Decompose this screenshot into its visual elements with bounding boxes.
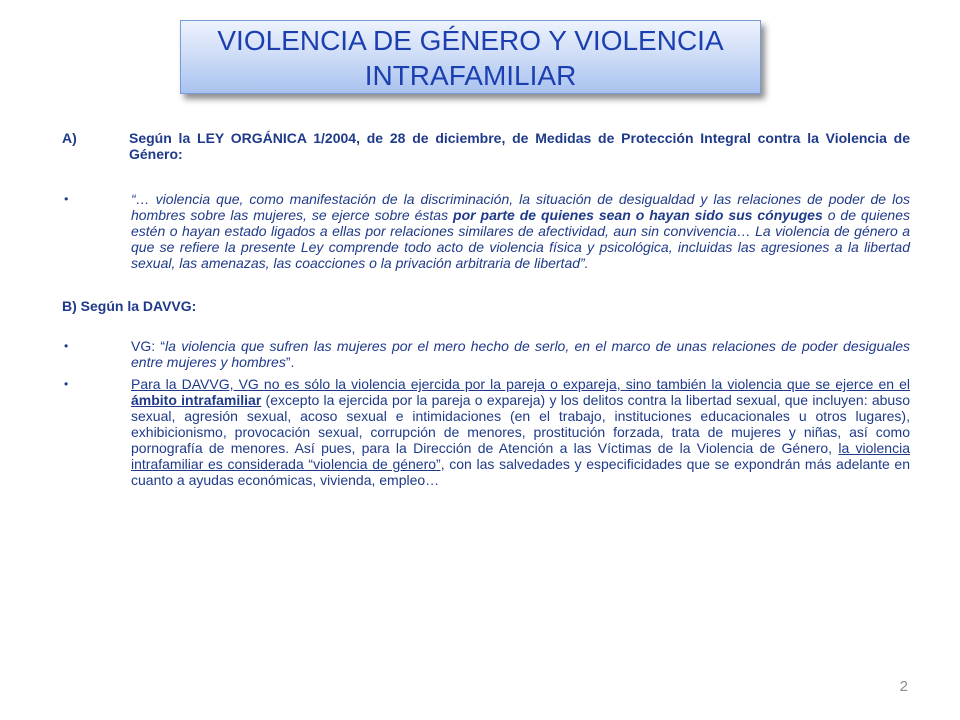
law-quote-part-3: o de quienes estén o hayan estado ligados a ellas por relaciones similares de afectividad, aun sin convivencia… La violencia de género a que se refiere la presente Ley comprende todo acto de violencia física y psicológica, incluidas las agresiones a la libertad sexual, las amenazas, las coacciones o la privación arbitraria de libertad”. xyxy=(131,207,910,271)
bullet-icon: • xyxy=(64,377,69,391)
slide-title-line-2: INTRAFAMILIAR xyxy=(364,60,577,91)
davvg-scope-item xyxy=(62,376,910,488)
davvg-scope-underlined-1: Para la DAVVG, VG no es sólo la violencia ejercida por la pareja o expareja, sino también la violencia que se ejerce en el xyxy=(131,376,910,392)
slide-content xyxy=(62,130,910,488)
bullet-icon: • xyxy=(64,192,69,206)
law-quote-text xyxy=(131,191,910,271)
law-quote-emphasis: por parte de quienes sean o hayan sido sus cónyuges xyxy=(453,207,823,223)
davvg-scope-underlined-2: la violencia intrafamiliar es considerada “violencia de género”, xyxy=(131,440,910,472)
vg-definition-item xyxy=(62,338,910,370)
section-a-heading xyxy=(62,130,910,162)
section-b-heading: B) Según la DAVVG: xyxy=(62,298,197,314)
slide-title-line-1: VIOLENCIA DE GÉNERO Y VIOLENCIA xyxy=(217,25,724,56)
law-quote-item xyxy=(62,191,910,271)
vg-definition-prefix: VG: “ xyxy=(131,338,166,354)
law-quote-part-1: “… violencia que, como manifestación de la discriminación, la situación de desigualdad y las relaciones de poder de los hombres sobre las mujeres, se ejerce sobre éstas xyxy=(131,191,910,223)
vg-definition-quote: la violencia que sufren las mujeres por el mero hecho de serlo, en el marco de unas relaciones de poder desiguales entre mujeres y hombres xyxy=(131,338,910,370)
davvg-scope-bold-term: ámbito intrafamiliar xyxy=(131,392,262,408)
slide-title xyxy=(180,20,761,94)
bullet-icon: • xyxy=(64,339,69,353)
page-number: 2 xyxy=(899,678,908,695)
davvg-scope-plain-2: con las salvedades y especificidades que se expondrán más adelante en cuanto a ayudas económicas, vivienda, empleo… xyxy=(131,456,911,488)
davvg-scope-text xyxy=(131,376,910,488)
section-a-text: Según la LEY ORGÁNICA 1/2004, de 28 de diciembre, de Medidas de Protección Integral contra la Violencia de Género: xyxy=(129,130,910,162)
section-a-marker: A) xyxy=(62,130,77,146)
vg-definition-text xyxy=(131,338,910,370)
vg-definition-suffix: ”. xyxy=(285,354,295,370)
davvg-scope-plain-1: (excepto la ejercida por la pareja o expareja) y los delitos contra la libertad sexual, que incluyen: abuso sexual, agresión sexual, acoso sexual e intimidaciones (en el trabajo, instituciones educacionales u otros lugares), exhibicionismo, provocación sexual, corrupción de menores, prostitución forzada, trata de mujeres y niñas, así como pornografía de menores. Así pues, para la Dirección de Atención a las Víctimas de la Violencia de Género, xyxy=(131,392,910,456)
